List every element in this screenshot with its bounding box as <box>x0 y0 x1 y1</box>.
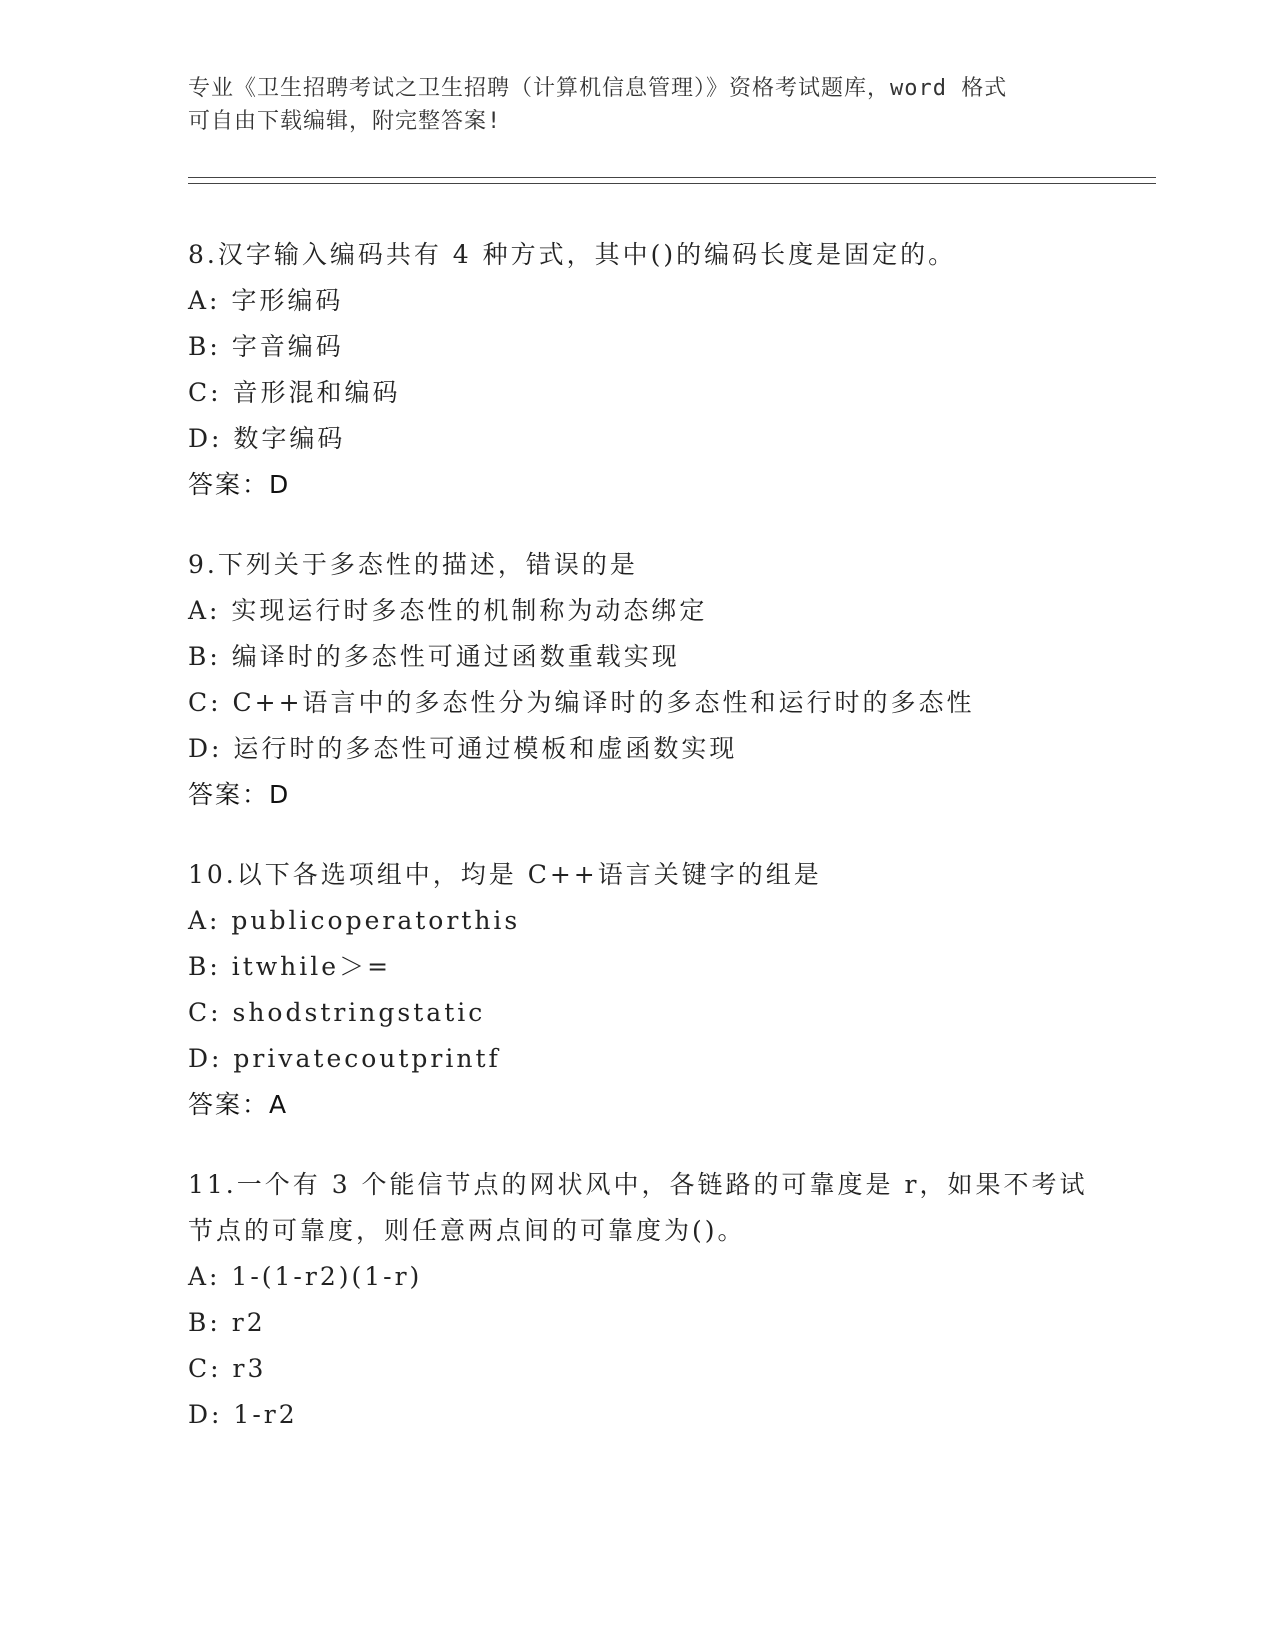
option-a: A: publicoperatorthis <box>188 906 521 935</box>
header-line-2: 可自由下载编辑，附完整答案! <box>188 109 502 134</box>
question-item <box>188 852 1088 1128</box>
option-b: B: r2 <box>188 1308 266 1337</box>
question-text: 9.下列关于多态性的描述，错误的是 <box>188 550 638 579</box>
question-item <box>188 1162 1088 1438</box>
header-divider-top <box>188 177 1156 178</box>
option-c: C: C++语言中的多态性分为编译时的多态性和运行时的多态性 <box>188 688 975 717</box>
option-a: A: 字形编码 <box>188 286 344 315</box>
option-b: B: 字音编码 <box>188 332 344 361</box>
option-d: D: privatecoutprintf <box>188 1044 501 1073</box>
answer-line: 答案：D <box>188 470 291 499</box>
question-text: 10.以下各选项组中，均是 C++语言关键字的组是 <box>188 860 822 889</box>
option-d: D: 1-r2 <box>188 1400 298 1429</box>
option-c: C: r3 <box>188 1354 267 1383</box>
answer-line: 答案：D <box>188 780 291 809</box>
option-a: A: 实现运行时多态性的机制称为动态绑定 <box>188 596 708 625</box>
answer-line: 答案：A <box>188 1090 289 1119</box>
question-text: 11.一个有 3 个能信节点的网状风中，各链路的可靠度是 r，如果不考试节点的可靠度，则任意两点间的可靠度为()。 <box>188 1170 1088 1245</box>
option-c: C: shodstringstatic <box>188 998 486 1027</box>
question-list <box>188 232 1088 1472</box>
question-item <box>188 542 1088 818</box>
header-line-1: 专业《卫生招聘考试之卫生招聘（计算机信息管理）》资格考试题库，word 格式 <box>188 76 1008 101</box>
option-d: D: 数字编码 <box>188 424 346 453</box>
header-divider-bottom <box>188 183 1156 184</box>
option-d: D: 运行时的多态性可通过模板和虚函数实现 <box>188 734 738 763</box>
option-c: C: 音形混和编码 <box>188 378 401 407</box>
question-item <box>188 232 1088 508</box>
option-b: B: 编译时的多态性可通过函数重载实现 <box>188 642 680 671</box>
question-text: 8.汉字输入编码共有 4 种方式，其中()的编码长度是固定的。 <box>188 240 957 269</box>
option-a: A: 1-(1-r2)(1-r) <box>188 1262 423 1291</box>
document-header <box>188 72 1068 138</box>
option-b: B: itwhile＞= <box>188 952 392 981</box>
